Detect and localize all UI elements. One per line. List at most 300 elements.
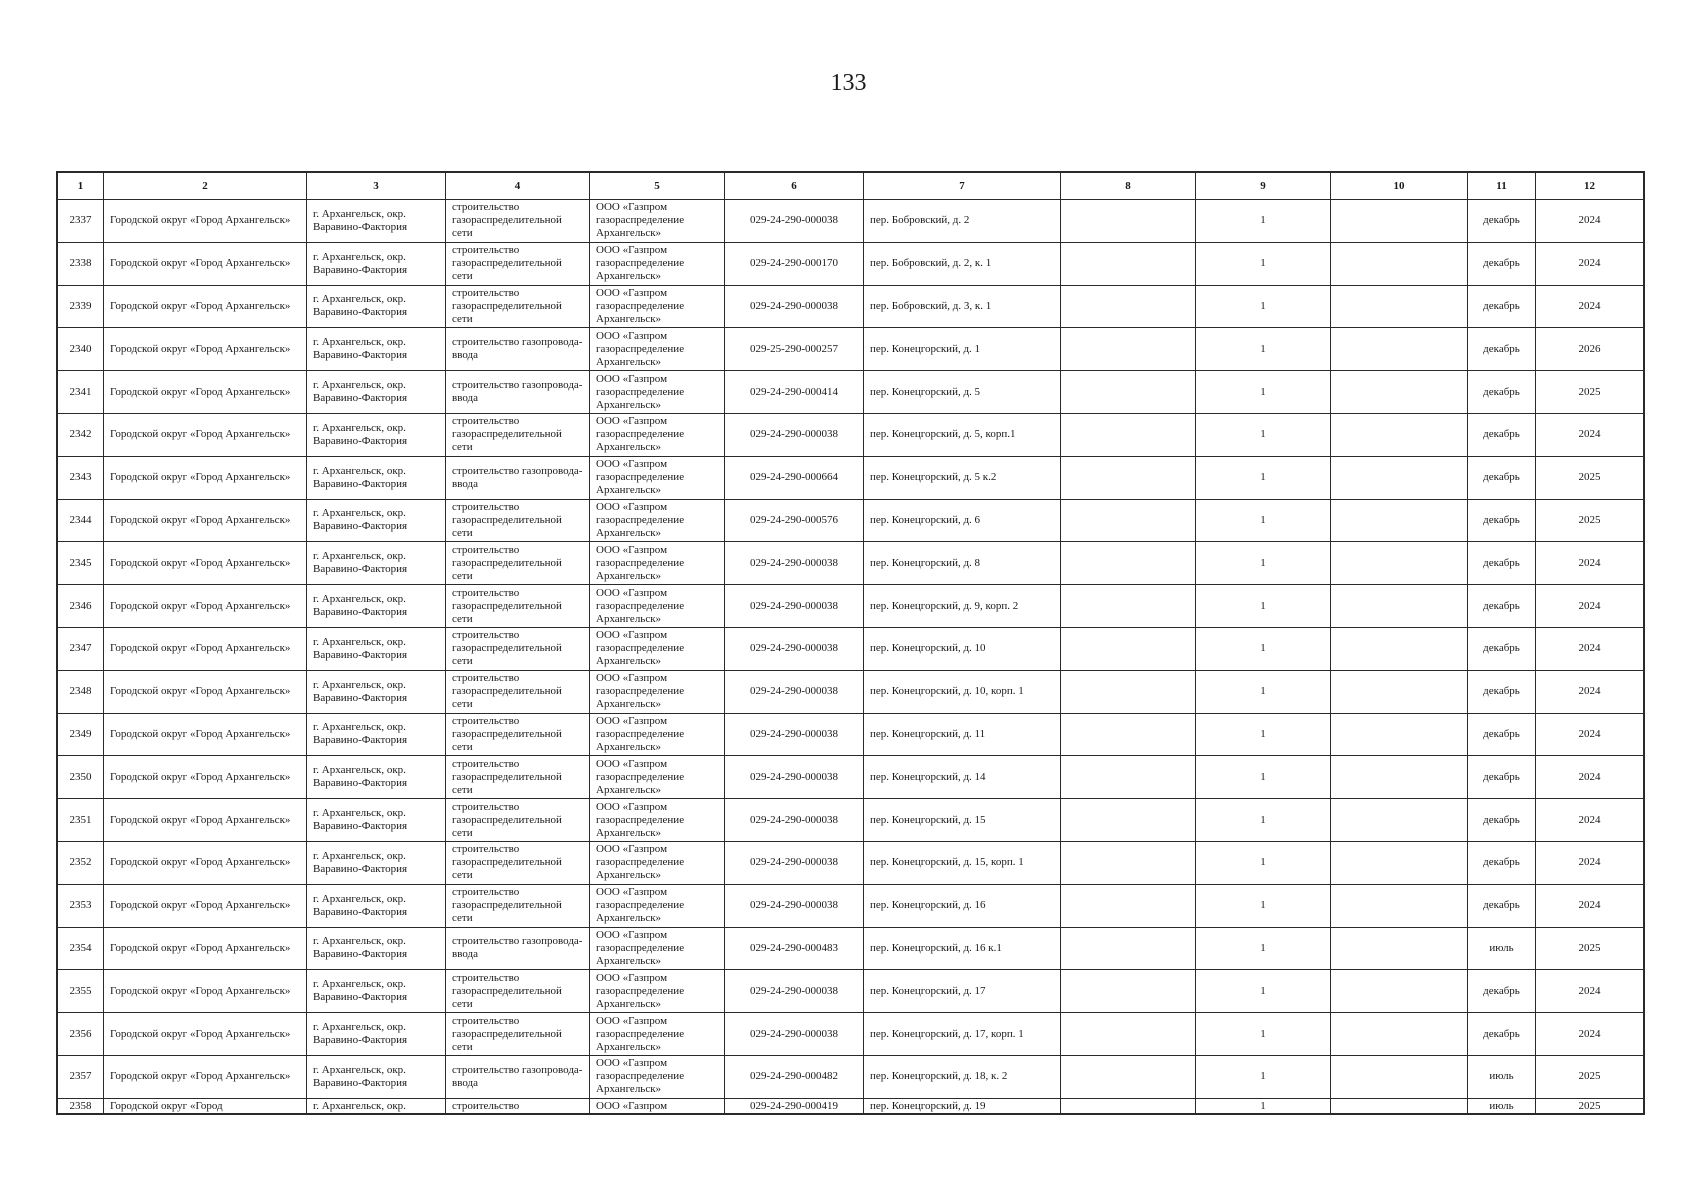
code-cell-text: 029-24-290-000414 — [750, 385, 838, 398]
work-type-cell-text: строительство газопровода-ввода — [452, 464, 583, 490]
row-number — [58, 1055, 104, 1098]
row-number — [58, 200, 104, 243]
municipality-cell — [104, 884, 307, 927]
work-type-cell-text: строительство — [452, 1099, 520, 1112]
organization-cell-text: ООО «Газпром газораспределение Архангельск» — [596, 629, 685, 668]
year-cell — [1536, 1013, 1644, 1056]
organization-cell — [590, 413, 725, 456]
work-type-cell — [446, 499, 590, 542]
address-cell — [864, 884, 1061, 927]
address-cell-text: пер. Конецгорский, д. 19 — [870, 1099, 986, 1112]
month-cell — [1468, 884, 1536, 927]
address-cell-text: пер. Конецгорский, д. 10, корп. 1 — [870, 685, 1024, 698]
row-number — [58, 670, 104, 713]
column-8-cell — [1061, 413, 1196, 456]
quantity-cell — [1196, 670, 1331, 713]
work-type-cell-text: строительство газопровода-ввода — [452, 935, 583, 961]
code-cell — [725, 841, 864, 884]
address-cell-text: пер. Конецгорский, д. 18, к. 2 — [870, 1070, 1008, 1083]
municipality-cell — [104, 799, 307, 842]
quantity-cell — [1196, 627, 1331, 670]
year-cell — [1536, 585, 1644, 628]
column-header-12: 12 — [1536, 173, 1644, 200]
quantity-cell — [1196, 884, 1331, 927]
row-number — [58, 371, 104, 414]
location-cell — [307, 542, 446, 585]
row-number — [58, 884, 104, 927]
month-cell-text: декабрь — [1483, 770, 1520, 783]
address-cell — [864, 413, 1061, 456]
work-type-cell-text: строительство газораспределительной сети — [452, 800, 562, 839]
location-cell — [307, 799, 446, 842]
work-type-cell — [446, 713, 590, 756]
code-cell-text: 029-24-290-000664 — [750, 471, 838, 484]
quantity-cell — [1196, 285, 1331, 328]
month-cell-text: июль — [1489, 1099, 1514, 1112]
work-type-cell — [446, 1013, 590, 1056]
year-cell-text: 2024 — [1578, 770, 1601, 783]
location-cell-text: г. Архангельск, окр. Варавино-Фактория — [313, 721, 408, 747]
year-cell — [1536, 927, 1644, 970]
quantity-cell-text: 1 — [1260, 385, 1266, 398]
row-number-text: 2350 — [69, 770, 92, 783]
row-number-text: 2357 — [69, 1070, 92, 1083]
address-cell — [864, 242, 1061, 285]
code-cell — [725, 371, 864, 414]
address-cell-text: пер. Конецгорский, д. 1 — [870, 342, 981, 355]
municipality-cell-text: Городской округ «Город Архангельск» — [110, 856, 291, 869]
month-cell — [1468, 285, 1536, 328]
location-cell — [307, 285, 446, 328]
quantity-cell — [1196, 756, 1331, 799]
code-cell-text: 029-24-290-000038 — [750, 214, 838, 227]
year-cell — [1536, 328, 1644, 371]
work-type-cell — [446, 328, 590, 371]
municipality-cell-text: Городской округ «Город Архангельск» — [110, 642, 291, 655]
year-cell — [1536, 627, 1644, 670]
organization-cell-text: ООО «Газпром газораспределение Архангельск» — [596, 372, 685, 411]
table-row — [58, 1098, 1644, 1113]
municipality-cell — [104, 927, 307, 970]
year-cell-text: 2024 — [1578, 813, 1601, 826]
municipality-cell — [104, 713, 307, 756]
column-header-6: 6 — [725, 173, 864, 200]
address-cell-text: пер. Конецгорский, д. 16 — [870, 899, 986, 912]
municipality-cell-text: Городской округ «Город Архангельск» — [110, 727, 291, 740]
column-8-cell — [1061, 627, 1196, 670]
work-type-cell-text: строительство газопровода-ввода — [452, 336, 583, 362]
work-type-cell-text: строительство газораспределительной сети — [452, 629, 562, 668]
row-number-text: 2346 — [69, 599, 92, 612]
column-10-cell — [1331, 242, 1468, 285]
row-number-text: 2354 — [69, 941, 92, 954]
address-cell — [864, 1098, 1061, 1113]
month-cell-text: декабрь — [1483, 428, 1520, 441]
month-cell-text: декабрь — [1483, 214, 1520, 227]
table-row — [58, 585, 1644, 628]
location-cell — [307, 585, 446, 628]
work-type-cell-text: строительство газораспределительной сети — [452, 201, 562, 240]
address-cell — [864, 970, 1061, 1013]
column-8-cell — [1061, 1013, 1196, 1056]
year-cell-text: 2024 — [1578, 899, 1601, 912]
code-cell-text: 029-24-290-000038 — [750, 856, 838, 869]
month-cell — [1468, 841, 1536, 884]
address-cell-text: пер. Конецгорский, д. 15 — [870, 813, 986, 826]
code-cell — [725, 328, 864, 371]
column-10-cell — [1331, 670, 1468, 713]
quantity-cell — [1196, 542, 1331, 585]
column-8-cell — [1061, 499, 1196, 542]
quantity-cell — [1196, 242, 1331, 285]
location-cell — [307, 927, 446, 970]
address-cell-text: пер. Конецгорский, д. 14 — [870, 770, 986, 783]
work-type-cell-text: строительство газораспределительной сети — [452, 586, 562, 625]
table-row — [58, 713, 1644, 756]
organization-cell-text: ООО «Газпром газораспределение Архангельск» — [596, 757, 685, 796]
year-cell-text: 2025 — [1578, 471, 1601, 484]
location-cell — [307, 413, 446, 456]
column-8-cell — [1061, 970, 1196, 1013]
month-cell — [1468, 627, 1536, 670]
year-cell-text: 2024 — [1578, 685, 1601, 698]
work-type-cell-text: строительство газораспределительной сети — [452, 757, 562, 796]
quantity-cell — [1196, 456, 1331, 499]
quantity-cell-text: 1 — [1260, 941, 1266, 954]
quantity-cell — [1196, 1013, 1331, 1056]
address-cell — [864, 627, 1061, 670]
address-cell — [864, 585, 1061, 628]
organization-cell — [590, 799, 725, 842]
month-cell — [1468, 328, 1536, 371]
row-number — [58, 413, 104, 456]
municipality-cell — [104, 371, 307, 414]
year-cell-text: 2025 — [1578, 1070, 1601, 1083]
organization-cell — [590, 285, 725, 328]
column-header-1: 1 — [58, 173, 104, 200]
municipality-cell-text: Городской округ «Город Архангельск» — [110, 770, 291, 783]
row-number — [58, 285, 104, 328]
municipality-cell — [104, 756, 307, 799]
location-cell-text: г. Архангельск, окр. Варавино-Фактория — [313, 764, 408, 790]
table-row — [58, 413, 1644, 456]
work-type-cell — [446, 413, 590, 456]
code-cell-text: 029-24-290-000419 — [750, 1099, 838, 1112]
year-cell — [1536, 970, 1644, 1013]
work-type-cell — [446, 285, 590, 328]
organization-cell — [590, 627, 725, 670]
row-number-text: 2340 — [69, 342, 92, 355]
year-cell — [1536, 285, 1644, 328]
municipality-cell-text: Городской округ «Город Архангельск» — [110, 685, 291, 698]
month-cell — [1468, 1013, 1536, 1056]
code-cell — [725, 1098, 864, 1113]
work-type-cell-text: строительство газораспределительной сети — [452, 500, 562, 539]
row-number-text: 2348 — [69, 685, 92, 698]
row-number-text: 2351 — [69, 813, 92, 826]
table-row — [58, 627, 1644, 670]
year-cell-text: 2025 — [1578, 385, 1601, 398]
quantity-cell-text: 1 — [1260, 685, 1266, 698]
row-number-text: 2344 — [69, 513, 92, 526]
quantity-cell — [1196, 371, 1331, 414]
code-cell-text: 029-24-290-000038 — [750, 984, 838, 997]
year-cell — [1536, 756, 1644, 799]
municipality-cell-text: Городской округ «Город Архангельск» — [110, 599, 291, 612]
table-row — [58, 884, 1644, 927]
year-cell — [1536, 456, 1644, 499]
month-cell — [1468, 371, 1536, 414]
location-cell — [307, 756, 446, 799]
column-header-7: 7 — [864, 173, 1061, 200]
column-header-10: 10 — [1331, 173, 1468, 200]
municipality-cell-text: Городской округ «Город — [110, 1099, 223, 1112]
quantity-cell-text: 1 — [1260, 1099, 1266, 1112]
address-cell — [864, 756, 1061, 799]
code-cell-text: 029-24-290-000038 — [750, 813, 838, 826]
location-cell-text: г. Архангельск, окр. Варавино-Фактория — [313, 207, 408, 233]
municipality-cell-text: Городской округ «Город Архангельск» — [110, 257, 291, 270]
row-number — [58, 756, 104, 799]
quantity-cell-text: 1 — [1260, 471, 1266, 484]
year-cell — [1536, 670, 1644, 713]
month-cell-text: декабрь — [1483, 556, 1520, 569]
column-10-cell — [1331, 799, 1468, 842]
work-type-cell-text: строительство газораспределительной сети — [452, 244, 562, 283]
month-cell — [1468, 200, 1536, 243]
column-8-cell — [1061, 1098, 1196, 1113]
address-cell-text: пер. Бобровский, д. 3, к. 1 — [870, 299, 992, 312]
row-number-text: 2345 — [69, 556, 92, 569]
quantity-cell-text: 1 — [1260, 1027, 1266, 1040]
organization-cell-text: ООО «Газпром газораспределение Архангельск» — [596, 886, 685, 925]
month-cell-text: июль — [1489, 941, 1514, 954]
row-number-text: 2356 — [69, 1027, 92, 1040]
column-8-cell — [1061, 371, 1196, 414]
column-10-cell — [1331, 1055, 1468, 1098]
location-cell — [307, 1013, 446, 1056]
month-cell — [1468, 242, 1536, 285]
month-cell — [1468, 799, 1536, 842]
organization-cell — [590, 371, 725, 414]
column-10-cell — [1331, 456, 1468, 499]
column-8-cell — [1061, 670, 1196, 713]
month-cell-text: декабрь — [1483, 899, 1520, 912]
quantity-cell — [1196, 328, 1331, 371]
quantity-cell-text: 1 — [1260, 342, 1266, 355]
month-cell-text: декабрь — [1483, 642, 1520, 655]
table-row — [58, 799, 1644, 842]
column-8-cell — [1061, 841, 1196, 884]
organization-cell-text: ООО «Газпром газораспределение Архангельск» — [596, 586, 685, 625]
location-cell-text: г. Архангельск, окр. Варавино-Фактория — [313, 807, 408, 833]
month-cell-text: декабрь — [1483, 1027, 1520, 1040]
quantity-cell-text: 1 — [1260, 984, 1266, 997]
work-type-cell — [446, 371, 590, 414]
month-cell-text: декабрь — [1483, 984, 1520, 997]
address-cell-text: пер. Бобровский, д. 2 — [870, 214, 970, 227]
month-cell-text: декабрь — [1483, 299, 1520, 312]
month-cell — [1468, 1055, 1536, 1098]
address-cell — [864, 670, 1061, 713]
row-number-text: 2342 — [69, 428, 92, 441]
municipality-cell — [104, 1098, 307, 1113]
work-type-cell — [446, 542, 590, 585]
address-cell-text: пер. Конецгорский, д. 17 — [870, 984, 986, 997]
month-cell — [1468, 927, 1536, 970]
work-type-cell — [446, 456, 590, 499]
quantity-cell — [1196, 200, 1331, 243]
municipality-cell — [104, 1055, 307, 1098]
table-row — [58, 542, 1644, 585]
work-type-cell-text: строительство газораспределительной сети — [452, 843, 562, 882]
month-cell-text: декабрь — [1483, 385, 1520, 398]
column-header-4: 4 — [446, 173, 590, 200]
quantity-cell — [1196, 970, 1331, 1013]
code-cell-text: 029-24-290-000576 — [750, 513, 838, 526]
work-type-cell-text: строительство газораспределительной сети — [452, 971, 562, 1010]
table-row — [58, 670, 1644, 713]
row-number — [58, 585, 104, 628]
year-cell — [1536, 1055, 1644, 1098]
organization-cell — [590, 884, 725, 927]
municipality-cell-text: Городской округ «Город Архангельск» — [110, 1070, 291, 1083]
table-row — [58, 1055, 1644, 1098]
column-10-cell — [1331, 542, 1468, 585]
municipality-cell — [104, 413, 307, 456]
code-cell-text: 029-24-290-000483 — [750, 941, 838, 954]
month-cell — [1468, 413, 1536, 456]
code-cell — [725, 242, 864, 285]
quantity-cell — [1196, 713, 1331, 756]
row-number-text: 2347 — [69, 642, 92, 655]
location-cell-text: г. Архангельск, окр. Варавино-Фактория — [313, 336, 408, 362]
organization-cell — [590, 200, 725, 243]
organization-cell-text: ООО «Газпром газораспределение Архангельск» — [596, 329, 685, 368]
address-cell — [864, 371, 1061, 414]
address-cell-text: пер. Конецгорский, д. 6 — [870, 513, 981, 526]
table-row — [58, 371, 1644, 414]
code-cell-text: 029-24-290-000038 — [750, 899, 838, 912]
column-10-cell — [1331, 756, 1468, 799]
month-cell-text: декабрь — [1483, 342, 1520, 355]
organization-cell-text: ООО «Газпром газораспределение Архангельск» — [596, 458, 685, 497]
location-cell-text: г. Архангельск, окр. Варавино-Фактория — [313, 678, 408, 704]
month-cell-text: декабрь — [1483, 856, 1520, 869]
location-cell — [307, 242, 446, 285]
quantity-cell-text: 1 — [1260, 1070, 1266, 1083]
column-8-cell — [1061, 713, 1196, 756]
location-cell — [307, 499, 446, 542]
organization-cell-text: ООО «Газпром газораспределение Архангельск» — [596, 500, 685, 539]
table-header — [58, 173, 1644, 200]
organization-cell — [590, 1013, 725, 1056]
location-cell-text: г. Архангельск, окр. Варавино-Фактория — [313, 635, 408, 661]
column-10-cell — [1331, 1013, 1468, 1056]
organization-cell-text: ООО «Газпром газораспределение Архангельск» — [596, 800, 685, 839]
year-cell — [1536, 542, 1644, 585]
municipality-cell-text: Городской округ «Город Архангельск» — [110, 556, 291, 569]
column-8-cell — [1061, 585, 1196, 628]
row-number-text: 2339 — [69, 299, 92, 312]
row-number — [58, 713, 104, 756]
address-cell-text: пер. Конецгорский, д. 15, корп. 1 — [870, 856, 1024, 869]
code-cell-text: 029-24-290-000038 — [750, 599, 838, 612]
column-8-cell — [1061, 884, 1196, 927]
address-cell — [864, 456, 1061, 499]
column-header-5: 5 — [590, 173, 725, 200]
work-type-cell-text: строительство газораспределительной сети — [452, 672, 562, 711]
location-cell-text: г. Архангельск, окр. Варавино-Фактория — [313, 379, 408, 405]
work-type-cell-text: строительство газопровода-ввода — [452, 379, 583, 405]
table-row — [58, 456, 1644, 499]
table-row — [58, 285, 1644, 328]
organization-cell-text: ООО «Газпром газораспределение Архангельск» — [596, 415, 685, 454]
column-10-cell — [1331, 200, 1468, 243]
code-cell-text: 029-24-290-000038 — [750, 299, 838, 312]
month-cell — [1468, 456, 1536, 499]
column-8-cell — [1061, 456, 1196, 499]
column-10-cell — [1331, 884, 1468, 927]
table-row — [58, 328, 1644, 371]
location-cell-text: г. Архангельск, окр. Варавино-Фактория — [313, 935, 408, 961]
organization-cell — [590, 456, 725, 499]
column-8-cell — [1061, 328, 1196, 371]
address-cell-text: пер. Конецгорский, д. 16 к.1 — [870, 941, 1002, 954]
row-number-text: 2352 — [69, 856, 92, 869]
table-row — [58, 756, 1644, 799]
column-10-cell — [1331, 585, 1468, 628]
month-cell — [1468, 542, 1536, 585]
municipality-cell — [104, 328, 307, 371]
column-10-cell — [1331, 927, 1468, 970]
organization-cell — [590, 499, 725, 542]
work-type-cell — [446, 799, 590, 842]
quantity-cell-text: 1 — [1260, 299, 1266, 312]
organization-cell-text: ООО «Газпром газораспределение Архангельск» — [596, 843, 685, 882]
work-type-cell-text: строительство газораспределительной сети — [452, 714, 562, 753]
page-number: 133 — [830, 70, 867, 96]
column-8-cell — [1061, 927, 1196, 970]
location-cell — [307, 841, 446, 884]
organization-cell — [590, 841, 725, 884]
code-cell — [725, 285, 864, 328]
code-cell — [725, 884, 864, 927]
month-cell — [1468, 499, 1536, 542]
organization-cell-text: ООО «Газпром газораспределение Архангельск» — [596, 201, 685, 240]
location-cell — [307, 970, 446, 1013]
address-cell — [864, 927, 1061, 970]
location-cell — [307, 884, 446, 927]
code-cell — [725, 585, 864, 628]
quantity-cell — [1196, 499, 1331, 542]
organization-cell — [590, 1055, 725, 1098]
year-cell-text: 2025 — [1578, 513, 1601, 526]
column-8-cell — [1061, 756, 1196, 799]
row-number-text: 2358 — [69, 1099, 92, 1112]
quantity-cell — [1196, 927, 1331, 970]
column-10-cell — [1331, 499, 1468, 542]
year-cell-text: 2024 — [1578, 428, 1601, 441]
table-row — [58, 1013, 1644, 1056]
quantity-cell — [1196, 1098, 1331, 1113]
municipality-cell-text: Городской округ «Город Архангельск» — [110, 899, 291, 912]
address-cell — [864, 542, 1061, 585]
work-type-cell — [446, 200, 590, 243]
year-cell-text: 2024 — [1578, 214, 1601, 227]
column-header-2: 2 — [104, 173, 307, 200]
header-row — [58, 173, 1644, 200]
